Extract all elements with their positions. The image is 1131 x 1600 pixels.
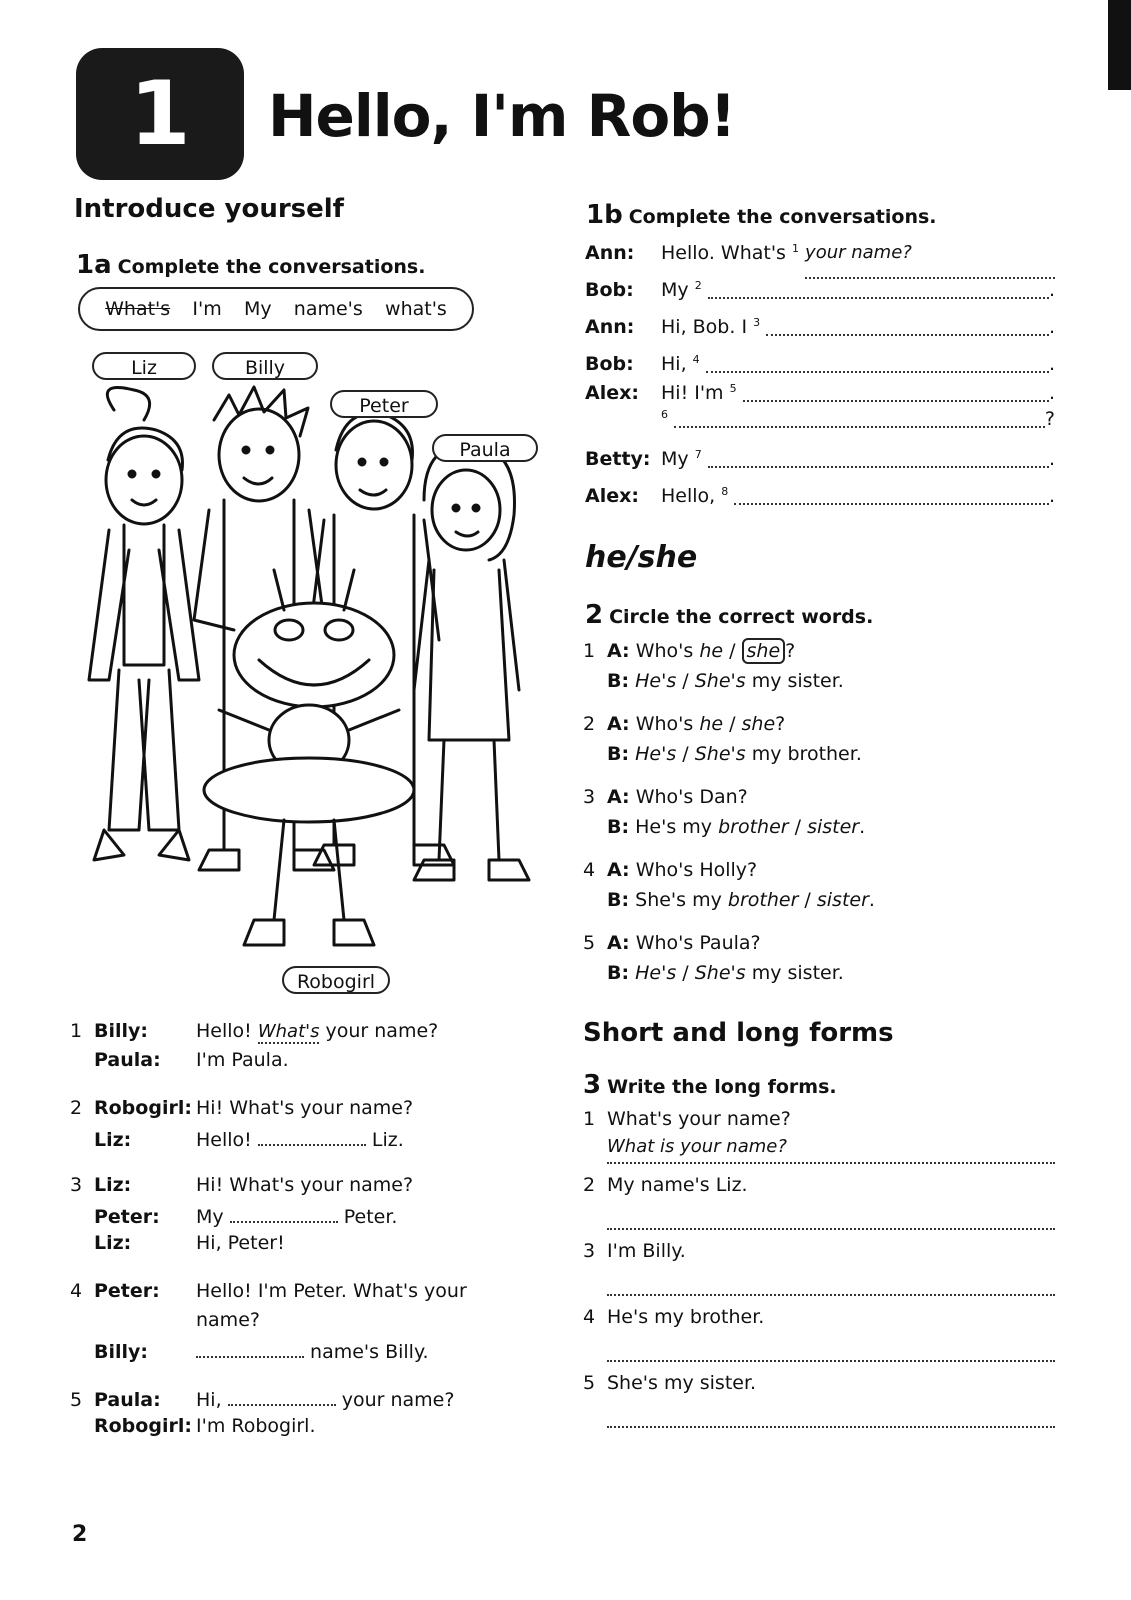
nametag-paula: Paula xyxy=(432,434,538,462)
word-box-item: My xyxy=(243,298,272,320)
answer-blank[interactable] xyxy=(766,316,1049,336)
conv-line: 5 Paula: Hi, your name? xyxy=(70,1386,530,1415)
page-edge-tab xyxy=(1108,0,1131,90)
conv-line: Peter: My Peter. xyxy=(70,1203,530,1232)
exercise-1a-heading xyxy=(76,250,425,280)
section-title-short-long: Short and long forms xyxy=(583,1018,894,1048)
ex3-item: 2 My name's Liz. xyxy=(583,1174,1055,1240)
answer-line[interactable] xyxy=(607,1400,1055,1428)
word-box xyxy=(78,287,474,331)
page-title: Hello, I'm Rob! xyxy=(268,82,736,150)
word-box-item: What's xyxy=(105,298,171,320)
nametag-billy: Billy xyxy=(212,352,318,380)
section-title-he-she: he/she xyxy=(585,540,698,575)
conv-line: 2 Robogirl: Hi! What's your name? xyxy=(70,1097,414,1119)
conv-line: 1 Billy: Hello! What's your name? xyxy=(70,1020,439,1042)
conv-line: Liz: Hi, Peter! xyxy=(94,1232,285,1254)
unit-number-badge: 1 xyxy=(76,48,244,180)
answer-blank[interactable] xyxy=(706,353,1049,373)
exercise-2-items xyxy=(583,640,1053,1005)
answer-blank[interactable] xyxy=(230,1203,338,1223)
ex2-item: 4 A: Who's Holly? B: She's my brother / sister. xyxy=(583,859,875,911)
exercise-3-heading: 3 Write the long forms. xyxy=(583,1070,837,1100)
conv-1b-line: 6 ? xyxy=(661,408,1055,430)
exercise-3-items xyxy=(583,1108,1055,1438)
answer-blank[interactable] xyxy=(228,1386,336,1406)
conv-1b-line: Ann: Hi, Bob. I 3 . xyxy=(585,316,1055,338)
answer-blank[interactable] xyxy=(734,485,1049,505)
conv-line: Liz: Hello! Liz. xyxy=(70,1126,530,1174)
answer-blank[interactable] xyxy=(743,382,1049,402)
conv-line: 3 Liz: Hi! What's your name? xyxy=(70,1174,414,1196)
conv-line: Paula: I'm Paula. xyxy=(94,1049,289,1071)
circled-answer[interactable]: she xyxy=(742,638,786,664)
answer-blank[interactable] xyxy=(708,279,1049,299)
liz-figure xyxy=(89,388,199,861)
nametag-peter: Peter xyxy=(330,390,438,418)
section-title-introduce: Introduce yourself xyxy=(74,194,344,224)
answer-blank[interactable] xyxy=(674,408,1045,428)
conv-line: Robogirl: I'm Robogirl. xyxy=(94,1415,316,1437)
handwritten-answer: What is your name? xyxy=(607,1136,787,1157)
nametag-liz: Liz xyxy=(92,352,196,380)
ex3-item: 1 What's your name? What is your name? xyxy=(583,1108,1055,1174)
page-number: 2 xyxy=(72,1522,88,1547)
conv-line: name? xyxy=(196,1309,260,1331)
conv-1b-line: Ann: Hello. What's 1 your name? xyxy=(585,242,1055,279)
conv-1b-line: Alex: Hi! I'm 5 . xyxy=(585,382,1055,404)
ex3-item: 3 I'm Billy. xyxy=(583,1240,1055,1306)
ex3-item: 4 He's my brother. xyxy=(583,1306,1055,1372)
conv-1b-line: Alex: Hello, 8 . xyxy=(585,485,1055,507)
handwritten-answer: What's xyxy=(257,1021,320,1042)
exercise-1a-conversations xyxy=(70,1020,530,1444)
answer-line[interactable] xyxy=(607,1202,1055,1230)
word-box-item: I'm xyxy=(192,298,222,320)
answer-blank[interactable] xyxy=(708,448,1049,468)
handwritten-answer: your name? xyxy=(805,242,1055,279)
ex3-item: 5 She's my sister. xyxy=(583,1372,1055,1438)
conv-line: 4 Peter: Hello! I'm Peter. What's your xyxy=(70,1280,467,1302)
exercise-1b-conversation xyxy=(585,242,1055,522)
exercise-instruction: Complete the conversations. xyxy=(117,256,426,278)
ex2-item: 1 A: Who's he / she ? B: He's / She's my sister. xyxy=(583,640,844,692)
ex2-item: 3 A: Who's Dan? B: He's my brother / sister. xyxy=(583,786,866,838)
conv-1b-line: Bob: My 2 . xyxy=(585,279,1055,301)
robogirl-figure xyxy=(204,570,414,945)
answer-line[interactable] xyxy=(607,1334,1055,1362)
word-box-item: what's xyxy=(385,298,447,320)
exercise-number: 1a xyxy=(76,250,112,280)
exercise-2-heading: 2 Circle the correct words. xyxy=(585,600,874,630)
answer-blank[interactable] xyxy=(196,1338,304,1358)
conv-line: Billy: name's Billy. xyxy=(70,1338,530,1386)
exercise-1b-heading: 1b Complete the conversations. xyxy=(586,200,937,230)
conv-1b-line: Bob: Hi, 4 . xyxy=(585,353,1055,375)
answer-line[interactable] xyxy=(607,1268,1055,1296)
nametag-robogirl: Robogirl xyxy=(282,966,390,994)
conv-1b-line: Betty: My 7 . xyxy=(585,448,1055,470)
ex2-item: 5 A: Who's Paula? B: He's / She's my sister. xyxy=(583,932,844,984)
ex2-item: 2 A: Who's he / she? B: He's / She's my brother. xyxy=(583,713,862,765)
word-box-item: name's xyxy=(293,298,363,320)
answer-blank[interactable] xyxy=(258,1126,366,1146)
answer-line[interactable] xyxy=(607,1136,1055,1164)
paula-figure xyxy=(414,445,529,880)
